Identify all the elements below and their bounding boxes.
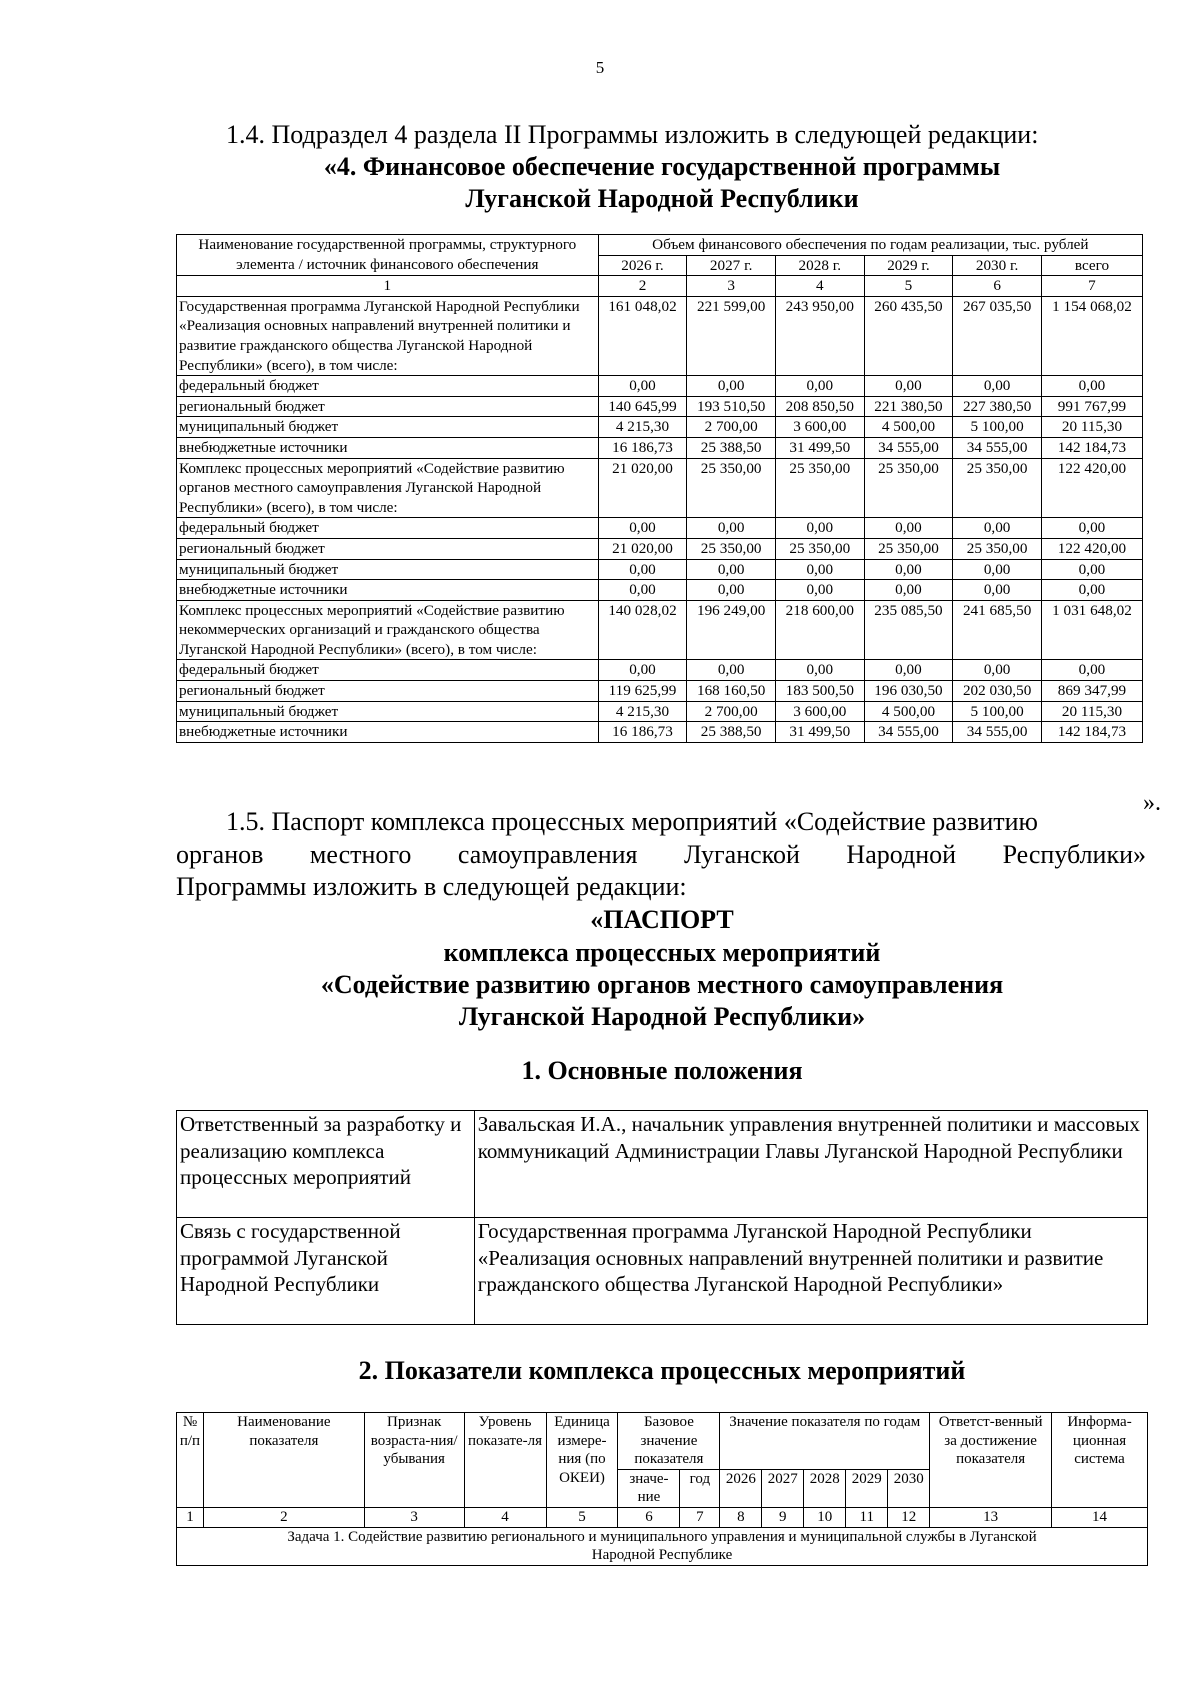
passport-title-line2: комплекса процессных мероприятий [443,938,881,967]
indicators-header-row [177,1413,1148,1470]
fin-row-value: 25 350,00 [864,458,953,518]
fin-row-value: 0,00 [775,518,864,539]
fin-row-value: 0,00 [687,660,776,681]
fin-row-value: 0,00 [775,559,864,580]
fin-row-value: 25 350,00 [687,458,776,518]
fin-section-title-line1: «4. Финансовое обеспечение государственной программы [323,152,1001,181]
fin-row-value: 25 350,00 [953,538,1042,559]
basic-provisions-title: 1. Основные положения [521,1056,803,1085]
closing-quote: ». [1143,790,1161,816]
fin-row-value: 4 215,30 [598,417,687,438]
section-1-5-line2: органов местного самоуправления Луганской Народной Республики» [176,840,1146,869]
fin-row [177,538,1143,559]
provision-label: Ответственный за разработку и реализацию комплекса процессных мероприятий [177,1111,475,1218]
fin-row-value: 25 350,00 [775,458,864,518]
provision-row [177,1111,1148,1218]
fin-row-name: федеральный бюджет [177,660,599,681]
financing-table [176,234,1143,743]
ind-head-values: Значение показателя по годам [720,1413,930,1470]
fin-row-value: 5 100,00 [953,701,1042,722]
ind-colnum: 4 [464,1507,546,1527]
fin-row-value: 0,00 [1041,580,1142,601]
fin-row-value: 221 599,00 [687,296,776,375]
fin-colnum: 3 [687,276,776,297]
fin-row-name: региональный бюджет [177,538,599,559]
fin-row-value: 235 085,50 [864,600,953,660]
fin-row-value: 0,00 [1041,518,1142,539]
ind-head-sign: Признак возраста-ния/ убывания [364,1413,464,1508]
fin-row-value: 122 420,00 [1041,538,1142,559]
fin-row-value: 0,00 [1041,559,1142,580]
ind-colnum: 2 [203,1507,364,1527]
fin-row-value: 0,00 [598,518,687,539]
fin-row-value: 0,00 [864,660,953,681]
provision-row [177,1218,1148,1325]
fin-row-value: 161 048,02 [598,296,687,375]
fin-row-value: 4 215,30 [598,701,687,722]
fin-row-value: 16 186,73 [598,437,687,458]
fin-year: 2027 г. [687,255,776,276]
fin-row-value: 3 600,00 [775,701,864,722]
fin-row-value: 0,00 [687,559,776,580]
fin-year: 2028 г. [775,255,864,276]
fin-row-value: 218 600,00 [775,600,864,660]
fin-row-value: 0,00 [598,559,687,580]
fin-row-value: 0,00 [953,660,1042,681]
fin-row [177,600,1143,660]
fin-row-value: 2 700,00 [687,417,776,438]
fin-row-value: 202 030,50 [953,681,1042,702]
fin-row-value: 0,00 [775,660,864,681]
fin-row-value: 142 184,73 [1041,437,1142,458]
fin-row-name: Комплекс процессных мероприятий «Содействие развитию органов местного самоуправления Луганской Народной Республики» (всего), в том числе: [177,458,599,518]
fin-row-value: 0,00 [864,376,953,397]
fin-row-name: внебюджетные источники [177,437,599,458]
fin-row-value: 25 350,00 [687,538,776,559]
ind-colnum: 9 [762,1507,804,1527]
fin-row-value: 25 350,00 [953,458,1042,518]
provision-value: Государственная программа Луганской Народной Республики «Реализация основных направлений внутренней политики и развитие гражданского общества Луганской Народной Республики» [474,1218,1147,1325]
fin-row-value: 16 186,73 [598,722,687,743]
fin-row-value: 168 160,50 [687,681,776,702]
ind-head-base-year: год [680,1469,720,1507]
fin-row-value: 196 030,50 [864,681,953,702]
fin-row [177,660,1143,681]
indicators-title: 2. Показатели комплекса процессных мероприятий [358,1356,966,1385]
ind-head-year: 2027 [762,1469,804,1507]
fin-row-name: Комплекс процессных мероприятий «Содействие развитию некоммерческих организаций и гражданского общества Луганской Народной Республики» (всего), в том числе: [177,600,599,660]
fin-row-value: 3 600,00 [775,417,864,438]
fin-colnum: 4 [775,276,864,297]
ind-head-unit: Единица измере-ния (по ОКЕИ) [546,1413,618,1508]
fin-row-value: 0,00 [598,660,687,681]
fin-row-value: 0,00 [864,518,953,539]
fin-row-value: 267 035,50 [953,296,1042,375]
provision-value: Завальская И.А., начальник управления внутренней политики и массовых коммуникаций Администрации Главы Луганской Народной Республики [474,1111,1147,1218]
fin-row-name: Государственная программа Луганской Народной Республики «Реализация основных направлений внутренней политики и развитие гражданского общества Луганской Народной Республики» (всего), в том числе: [177,296,599,375]
fin-header-row [177,235,1143,256]
section-1-4-intro: 1.4. Подраздел 4 раздела II Программы изложить в следующей редакции: [226,120,1039,149]
fin-row-value: 2 700,00 [687,701,776,722]
fin-row-value: 0,00 [953,376,1042,397]
fin-year: 2030 г. [953,255,1042,276]
indicators-colnum-row [177,1507,1148,1527]
fin-row-value: 0,00 [598,376,687,397]
fin-colnum: 5 [864,276,953,297]
ind-head-year: 2026 [720,1469,762,1507]
fin-row-value: 869 347,99 [1041,681,1142,702]
fin-row-value: 142 184,73 [1041,722,1142,743]
fin-row-value: 0,00 [953,580,1042,601]
fin-row [177,417,1143,438]
fin-row-value: 196 249,00 [687,600,776,660]
ind-colnum: 13 [930,1507,1052,1527]
fin-head-name: Наименование государственной программы, структурного элемента / источник финансового обеспечения [177,235,599,276]
passport-title-line4: Луганской Народной Республики» [458,1002,866,1031]
fin-row-value: 0,00 [864,580,953,601]
ind-head-year: 2028 [804,1469,846,1507]
fin-row-value: 122 420,00 [1041,458,1142,518]
ind-head-info-system: Информа-ционная система [1052,1413,1148,1508]
fin-colnum: 7 [1041,276,1142,297]
fin-row-name: региональный бюджет [177,396,599,417]
fin-row-name: федеральный бюджет [177,376,599,397]
fin-row-value: 140 645,99 [598,396,687,417]
fin-row-value: 1 154 068,02 [1041,296,1142,375]
basic-provisions-table [176,1110,1148,1325]
fin-row [177,296,1143,375]
ind-head-level: Уровень показате-ля [464,1413,546,1508]
fin-row-value: 227 380,50 [953,396,1042,417]
ind-head-base-value: значе-ние [618,1469,680,1507]
fin-colnum: 1 [177,276,599,297]
fin-year-total: всего [1041,255,1142,276]
fin-row [177,580,1143,601]
fin-row-value: 4 500,00 [864,417,953,438]
fin-year: 2026 г. [598,255,687,276]
fin-row-value: 31 499,50 [775,437,864,458]
section-1-5-line3: Программы изложить в следующей редакции: [176,872,687,901]
fin-row-value: 0,00 [864,559,953,580]
fin-row-value: 119 625,99 [598,681,687,702]
fin-row-value: 0,00 [598,580,687,601]
ind-head-num: № п/п [177,1413,204,1508]
fin-row [177,396,1143,417]
ind-task-1: Задача 1. Содействие развитию регионального и муниципального управления и муниципальной службы в Луганской Народной Республике [177,1527,1148,1565]
fin-row-name: внебюджетные источники [177,580,599,601]
fin-row-value: 0,00 [775,376,864,397]
ind-head-year: 2030 [888,1469,930,1507]
fin-row-name: муниципальный бюджет [177,701,599,722]
fin-row-value: 25 388,50 [687,437,776,458]
ind-colnum: 3 [364,1507,464,1527]
fin-row-value: 0,00 [687,518,776,539]
fin-row-value: 34 555,00 [953,437,1042,458]
ind-colnum: 6 [618,1507,680,1527]
fin-row [177,518,1143,539]
passport-title: «ПАСПОРТ [590,905,734,934]
fin-row-value: 0,00 [953,518,1042,539]
fin-row [177,559,1143,580]
passport-title-line3: «Содействие развитию органов местного самоуправления [320,970,1004,999]
fin-colnum-row [177,276,1143,297]
indicators-task-row [177,1527,1148,1565]
fin-year: 2029 г. [864,255,953,276]
ind-colnum: 11 [846,1507,888,1527]
page-number: 5 [595,58,605,77]
fin-row-value: 183 500,50 [775,681,864,702]
fin-row-value: 20 115,30 [1041,701,1142,722]
fin-row-value: 34 555,00 [864,437,953,458]
ind-colnum: 1 [177,1507,204,1527]
ind-colnum: 12 [888,1507,930,1527]
fin-row-value: 991 767,99 [1041,396,1142,417]
fin-row-value: 21 020,00 [598,538,687,559]
ind-colnum: 10 [804,1507,846,1527]
indicators-table [176,1412,1148,1566]
fin-row-value: 21 020,00 [598,458,687,518]
fin-section-title-line2: Луганской Народной Республики [465,184,859,213]
fin-row-name: внебюджетные источники [177,722,599,743]
fin-row-value: 0,00 [1041,660,1142,681]
fin-row-value: 1 031 648,02 [1041,600,1142,660]
fin-row [177,722,1143,743]
fin-row-value: 5 100,00 [953,417,1042,438]
ind-head-year: 2029 [846,1469,888,1507]
fin-row-value: 260 435,50 [864,296,953,375]
fin-row-value: 193 510,50 [687,396,776,417]
fin-colnum: 2 [598,276,687,297]
ind-colnum: 5 [546,1507,618,1527]
provision-label: Связь с государственной программой Луганской Народной Республики [177,1218,475,1325]
fin-row-value: 140 028,02 [598,600,687,660]
fin-row-value: 34 555,00 [953,722,1042,743]
fin-row-value: 20 115,30 [1041,417,1142,438]
fin-row [177,458,1143,518]
ind-head-responsible: Ответст-венный за достижение показателя [930,1413,1052,1508]
fin-row-value: 208 850,50 [775,396,864,417]
fin-row-value: 0,00 [687,580,776,601]
fin-row-name: муниципальный бюджет [177,417,599,438]
ind-colnum: 14 [1052,1507,1148,1527]
fin-row-value: 25 388,50 [687,722,776,743]
ind-colnum: 8 [720,1507,762,1527]
fin-row-value: 221 380,50 [864,396,953,417]
fin-row [177,437,1143,458]
fin-row-value: 4 500,00 [864,701,953,722]
fin-row-name: федеральный бюджет [177,518,599,539]
fin-row-value: 0,00 [687,376,776,397]
fin-row-value: 25 350,00 [775,538,864,559]
fin-row-value: 243 950,00 [775,296,864,375]
fin-row-value: 0,00 [953,559,1042,580]
fin-colnum: 6 [953,276,1042,297]
fin-row [177,701,1143,722]
fin-row-value: 25 350,00 [864,538,953,559]
ind-head-name: Наименование показателя [203,1413,364,1508]
fin-row [177,376,1143,397]
ind-head-base: Базовое значение показателя [618,1413,720,1470]
fin-row-name: муниципальный бюджет [177,559,599,580]
section-1-5-line1: 1.5. Паспорт комплекса процессных мероприятий «Содействие развитию [226,807,1038,836]
fin-row-value: 241 685,50 [953,600,1042,660]
fin-row-value: 31 499,50 [775,722,864,743]
fin-row-value: 0,00 [775,580,864,601]
fin-row [177,681,1143,702]
ind-colnum: 7 [680,1507,720,1527]
fin-row-name: региональный бюджет [177,681,599,702]
fin-row-value: 34 555,00 [864,722,953,743]
fin-head-volume: Объем финансового обеспечения по годам реализации, тыс. рублей [598,235,1142,256]
fin-row-value: 0,00 [1041,376,1142,397]
